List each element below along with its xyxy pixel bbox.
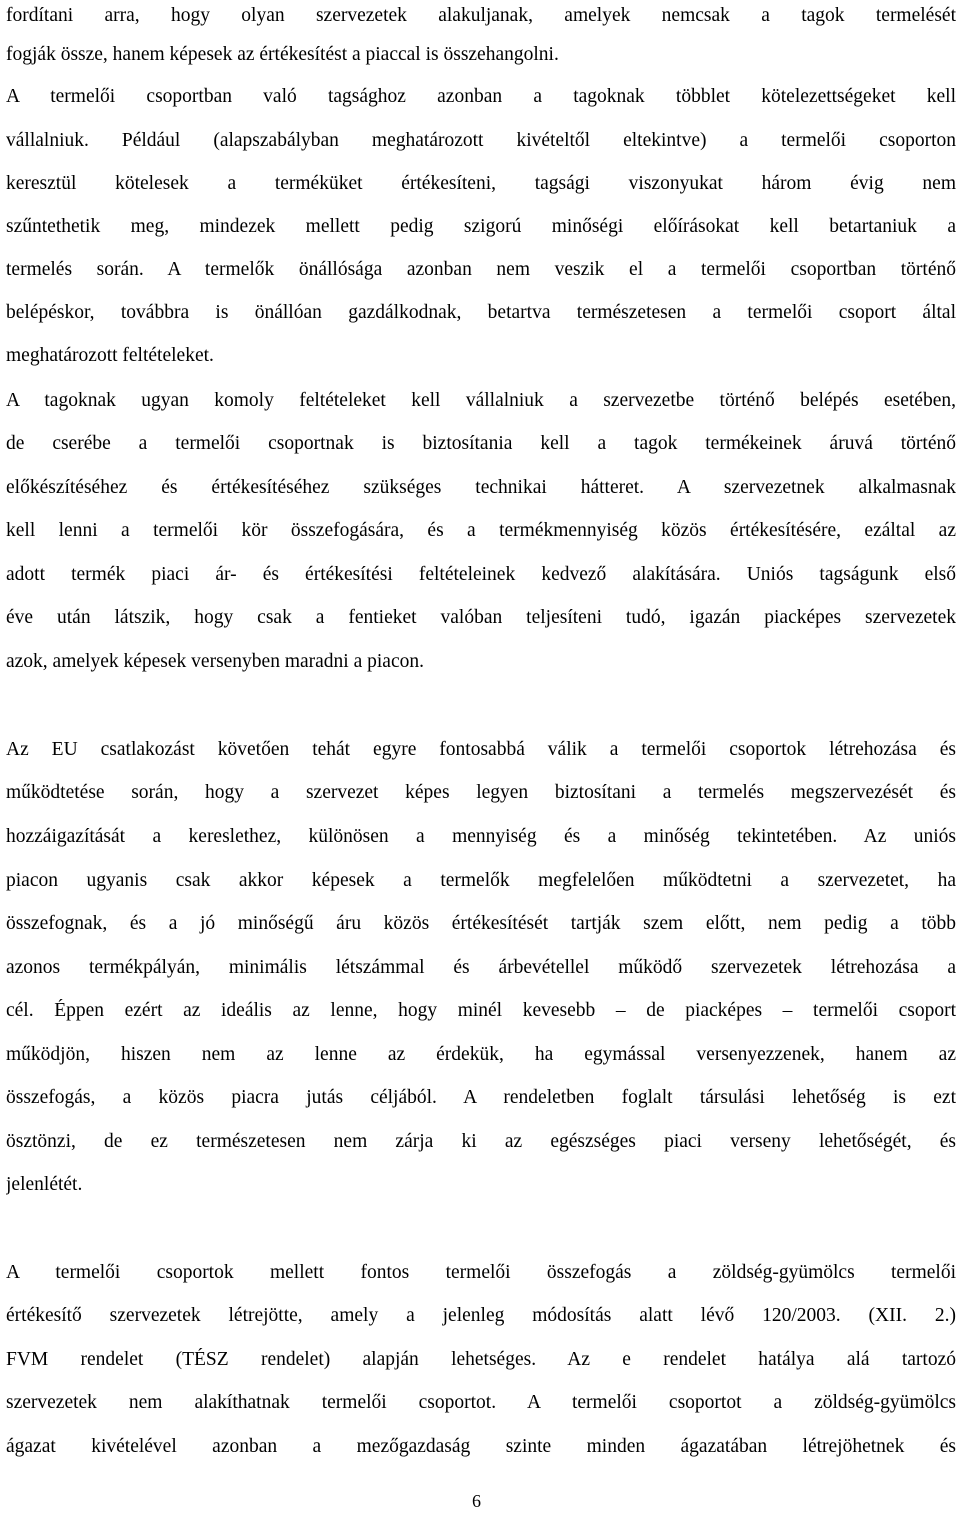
text-line: A termelői csoportok mellett fontos termelői összefogás a zöldség-gyümölcs termelői — [6, 1262, 956, 1283]
text-line: értékesítő szervezetek létrejötte, amely a jelenleg módosítás alatt lévő 120/2003. (XII. 2.) — [6, 1305, 956, 1326]
text-line: Az EU csatlakozást követően tehát egyre fontosabbá válik a termelői csoportok létrehozása és — [6, 739, 956, 760]
text-line: termelés során. A termelők önállósága azonban nem veszik el a termelői csoportban történő — [6, 259, 956, 280]
text-line: FVM rendelet (TÉSZ rendelet) alapján lehetséges. Az e rendelet hatálya alá tartozó — [6, 1349, 956, 1370]
text-line: hozzáigazítását a kereslethez, különösen a mennyiség és a minőség tekintetében. Az uniós — [6, 826, 956, 847]
text-line: fogják össze, hanem képesek az értékesítést a piaccal is összehangolni. — [6, 44, 559, 65]
text-line: keresztül kötelesek a terméküket értékesíteni, tagsági viszonyukat három évig nem — [6, 173, 956, 194]
text-line: piacon ugyanis csak akkor képesek a termelők megfelelően működtetni a szervezetet, ha — [6, 870, 956, 891]
text-line: azonos termékpályán, minimális létszámmal és árbevétellel működő szervezetek létrehozása a — [6, 957, 956, 978]
text-line: meghatározott feltételeket. — [6, 345, 214, 366]
text-line: ágazat kivételével azonban a mezőgazdaság szinte minden ágazatában létrejöhetnek és — [6, 1436, 956, 1457]
text-line: cél. Éppen ezért az ideális az lenne, hogy minél kevesebb – de piacképes – termelői csoport — [6, 1000, 956, 1021]
text-line: azok, amelyek képesek versenyben maradni a piacon. — [6, 651, 424, 672]
text-line: vállalniuk. Például (alapszabályban meghatározott kivételtől eltekintve) a termelői csoporton — [6, 130, 956, 151]
text-line: összefognak, és a jó minőségű áru közös értékesítését tartják szem előtt, nem pedig a több — [6, 913, 956, 934]
text-line: szűntethetik meg, mindezek mellett pedig szigorú minőségi előírásokat kell betartaniuk a — [6, 216, 956, 237]
page-number: 6 — [472, 1491, 481, 1511]
text-line: ösztönzi, de ez természetesen nem zárja ki az egészséges piaci verseny lehetőségét, és — [6, 1131, 956, 1152]
text-line: jelenlétét. — [6, 1174, 83, 1195]
text-line: éve után látszik, hogy csak a fentieket valóban teljesíteni tudó, igazán piacképes szervezetek — [6, 607, 956, 628]
text-line: előkészítéséhez és értékesítéséhez szükséges technikai hátteret. A szervezetnek alkalmasnak — [6, 477, 956, 498]
text-line: összefogás, a közös piacra jutás céljából. A rendeletben foglalt társulási lehetőség is ezt — [6, 1087, 956, 1108]
text-line: működjön, hiszen nem az lenne az érdekük, ha egymással versenyezzenek, hanem az — [6, 1044, 956, 1065]
text-line: kell lenni a termelői kör összefogására, és a termékmennyiség közös értékesítésére, ezáltal az — [6, 520, 956, 541]
text-line: működtetése során, hogy a szervezet képes legyen biztosítani a termelés megszervezését és — [6, 782, 956, 803]
text-line: de cserébe a termelői csoportnak is biztosítania kell a tagok termékeinek áruvá történő — [6, 433, 956, 454]
text-line: adott termék piaci ár- és értékesítési feltételeinek kedvező alakítására. Uniós tagságunk első — [6, 564, 956, 585]
text-line: A termelői csoportban való tagsághoz azonban a tagoknak többlet kötelezettségeket kell — [6, 86, 956, 107]
text-line: belépéskor, továbbra is önállóan gazdálkodnak, betartva természetesen a termelői csoport által — [6, 302, 956, 323]
text-line: szervezetek nem alakíthatnak termelői csoportot. A termelői csoportot a zöldség-gyümölcs — [6, 1392, 956, 1413]
text-line: A tagoknak ugyan komoly feltételeket kell vállalniuk a szervezetbe történő belépés esetében, — [6, 390, 956, 411]
text-line: fordítani arra, hogy olyan szervezetek alakuljanak, amelyek nemcsak a tagok termelését — [6, 5, 956, 26]
